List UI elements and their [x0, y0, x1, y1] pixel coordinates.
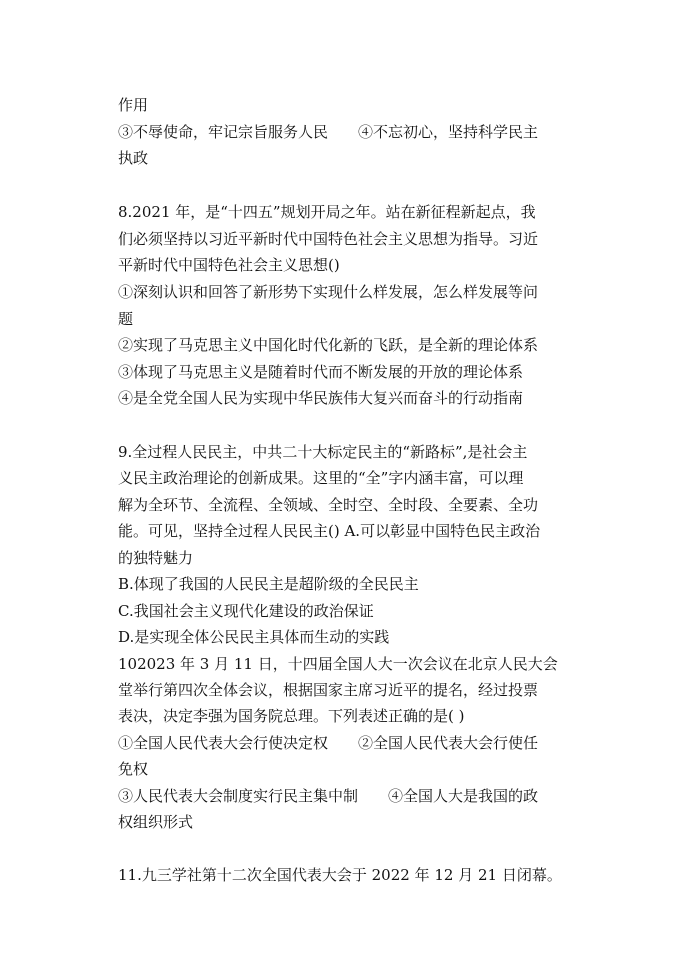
text-line: 11.九三学社第十二次全国代表大会于 2022 年 12 月 21 日闭幕。	[118, 866, 562, 884]
text-line: ③人民代表大会制度实行民主集中制 ④全国人大是我国的政	[118, 787, 539, 805]
text-line: 作用	[118, 96, 149, 114]
text-line: B.体现了我国的人民民主是超阶级的全民民主	[118, 575, 419, 593]
text-line: D.是实现全体公民民主具体而生动的实践	[118, 628, 390, 646]
text-line: ①深刻认识和回答了新形势下实现什么样发展，怎么样发展等问	[118, 283, 539, 301]
text-line: 102023 年 3 月 11 日，十四届全国人大一次会议在北京人民大会	[118, 655, 558, 673]
text-line: ③不辱使命，牢记宗旨服务人民 ④不忘初心，坚持科学民主	[118, 123, 539, 141]
text-line: 执政	[118, 149, 149, 167]
text-line: 免权	[118, 760, 149, 778]
text-line: 平新时代中国特色社会主义思想()	[118, 256, 340, 274]
text-line: 能。可见，坚持全过程人民民主() A.可以彰显中国特色民主政治	[118, 522, 541, 540]
text-line: 表决，决定李强为国务院总理。下列表述正确的是( )	[118, 707, 465, 725]
text-line: ④是全党全国人民为实现中华民族伟大复兴而奋斗的行动指南	[118, 389, 524, 407]
text-line: 的独特魅力	[118, 549, 194, 567]
text-line: 题	[118, 310, 134, 328]
text-line: C.我国社会主义现代化建设的政治保证	[118, 602, 374, 620]
text-line: 堂举行第四次全体会议，根据国家主席习近平的提名，经过投票	[118, 681, 539, 699]
text-line: 们必须坚持以习近平新时代中国特色社会主义思想为指导。习近	[118, 230, 539, 248]
text-line: 9.全过程人民民主，中共二十大标定民主的“新路标”,是社会主	[118, 443, 528, 461]
text-line: 权组织形式	[118, 813, 194, 831]
text-line: ③体现了马克思主义是随着时代而不断发展的开放的理论体系	[118, 363, 524, 381]
text-line: ①全国人民代表大会行使决定权 ②全国人民代表大会行使任	[118, 734, 539, 752]
text-line: 义民主政治理论的创新成果。这里的“全”字内涵丰富，可以理	[118, 469, 524, 487]
text-line: ②实现了马克思主义中国化时代化新的飞跃，是全新的理论体系	[118, 336, 539, 354]
text-line: 8.2021 年，是“十四五”规划开局之年。站在新征程新起点，我	[118, 203, 536, 221]
text-line: 解为全环节、全流程、全领域、全时空、全时段、全要素、全功	[118, 496, 539, 514]
